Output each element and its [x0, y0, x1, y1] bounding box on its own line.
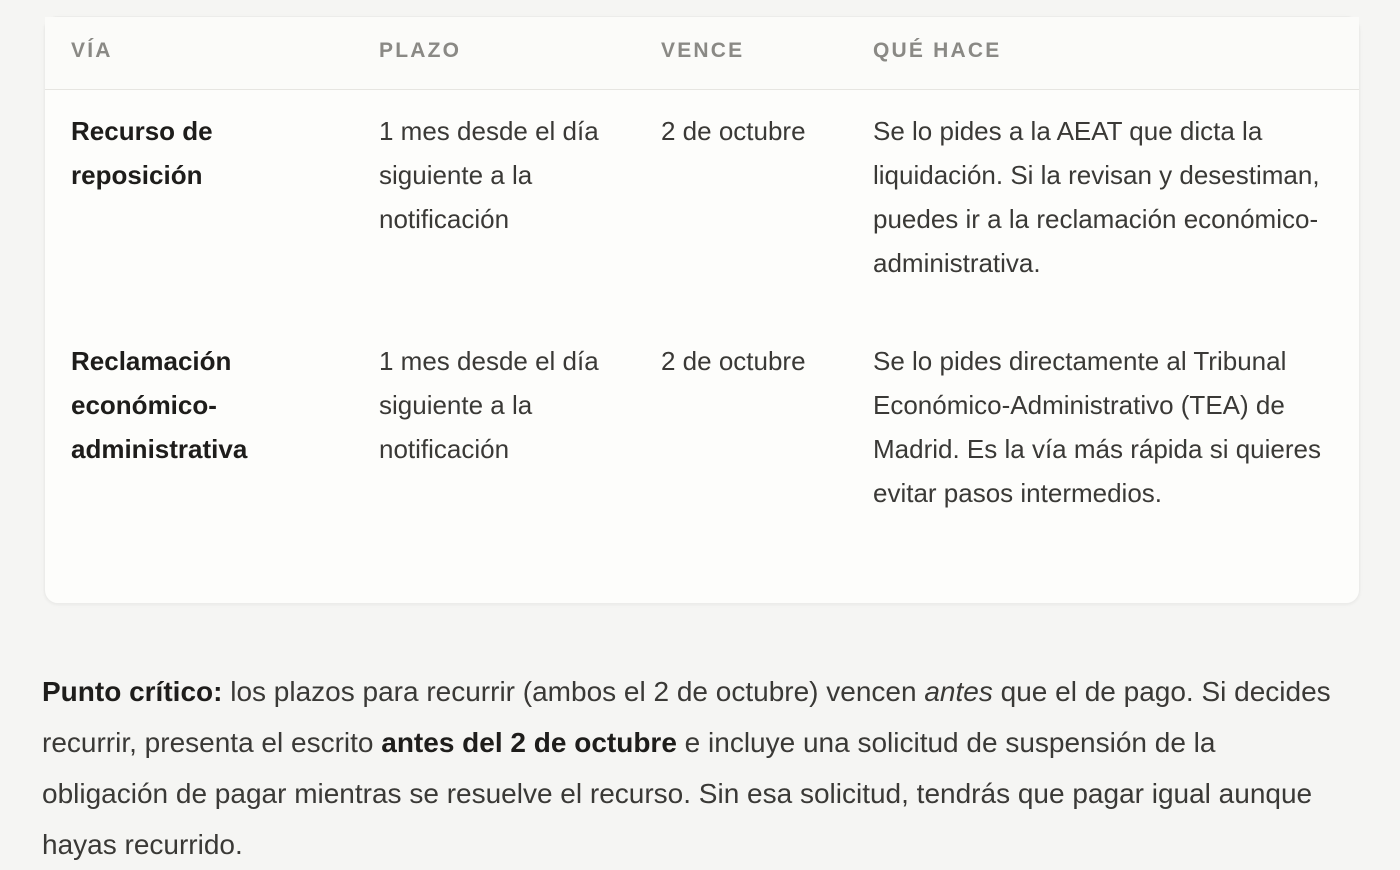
column-header-via: VÍA: [45, 17, 355, 90]
cell-plazo: 1 mes desde el día siguiente a la notificación: [379, 116, 599, 234]
table-header-row: [45, 17, 1359, 90]
column-header-plazo: PLAZO: [355, 17, 637, 90]
column-header-vence: VENCE: [637, 17, 849, 90]
cell-via: Recurso de reposición: [71, 116, 213, 190]
cell-via: Reclamación económico-administrativa: [71, 345, 248, 464]
cell-que-hace: Se lo pides directamente al Tribunal Económico-Administrativo (TEA) de Madrid. Es la vía más rápida si quieres evitar pasos intermedios.: [873, 345, 1321, 508]
critical-note-label: Punto crítico:: [42, 676, 223, 707]
critical-note-deadline: antes del 2 de octubre: [381, 727, 677, 758]
cell-vence: 2 de octubre: [661, 345, 806, 376]
cell-vence: 2 de octubre: [661, 116, 806, 146]
critical-note-text: que el de pago. Si decides recurrir, presenta el escrito: [42, 676, 1331, 758]
table-row: [45, 318, 1359, 531]
table-row: [45, 90, 1359, 318]
recourse-table: [45, 17, 1359, 531]
table-body: [45, 90, 1359, 531]
critical-note-text: e incluye una solicitud de suspensión de la obligación de pagar mientras se resuelve el recurso. Sin esa solicitud, tendrás que pagar igual aunque hayas recurrido.: [42, 727, 1313, 860]
table-header: [45, 17, 1359, 90]
critical-note: [42, 666, 1342, 870]
critical-note-text: los plazos para recurrir (ambos el 2 de octubre) vencen: [222, 676, 925, 707]
column-header-que-hace: QUÉ HACE: [849, 17, 1359, 90]
critical-note-emphasis: antes: [924, 676, 993, 707]
cell-plazo: 1 mes desde el día siguiente a la notificación: [379, 345, 599, 464]
recourse-table-card: [44, 16, 1360, 604]
cell-que-hace: Se lo pides a la AEAT que dicta la liquidación. Si la revisan y desestiman, puedes ir a la reclamación económico-administrativa.: [873, 116, 1320, 278]
